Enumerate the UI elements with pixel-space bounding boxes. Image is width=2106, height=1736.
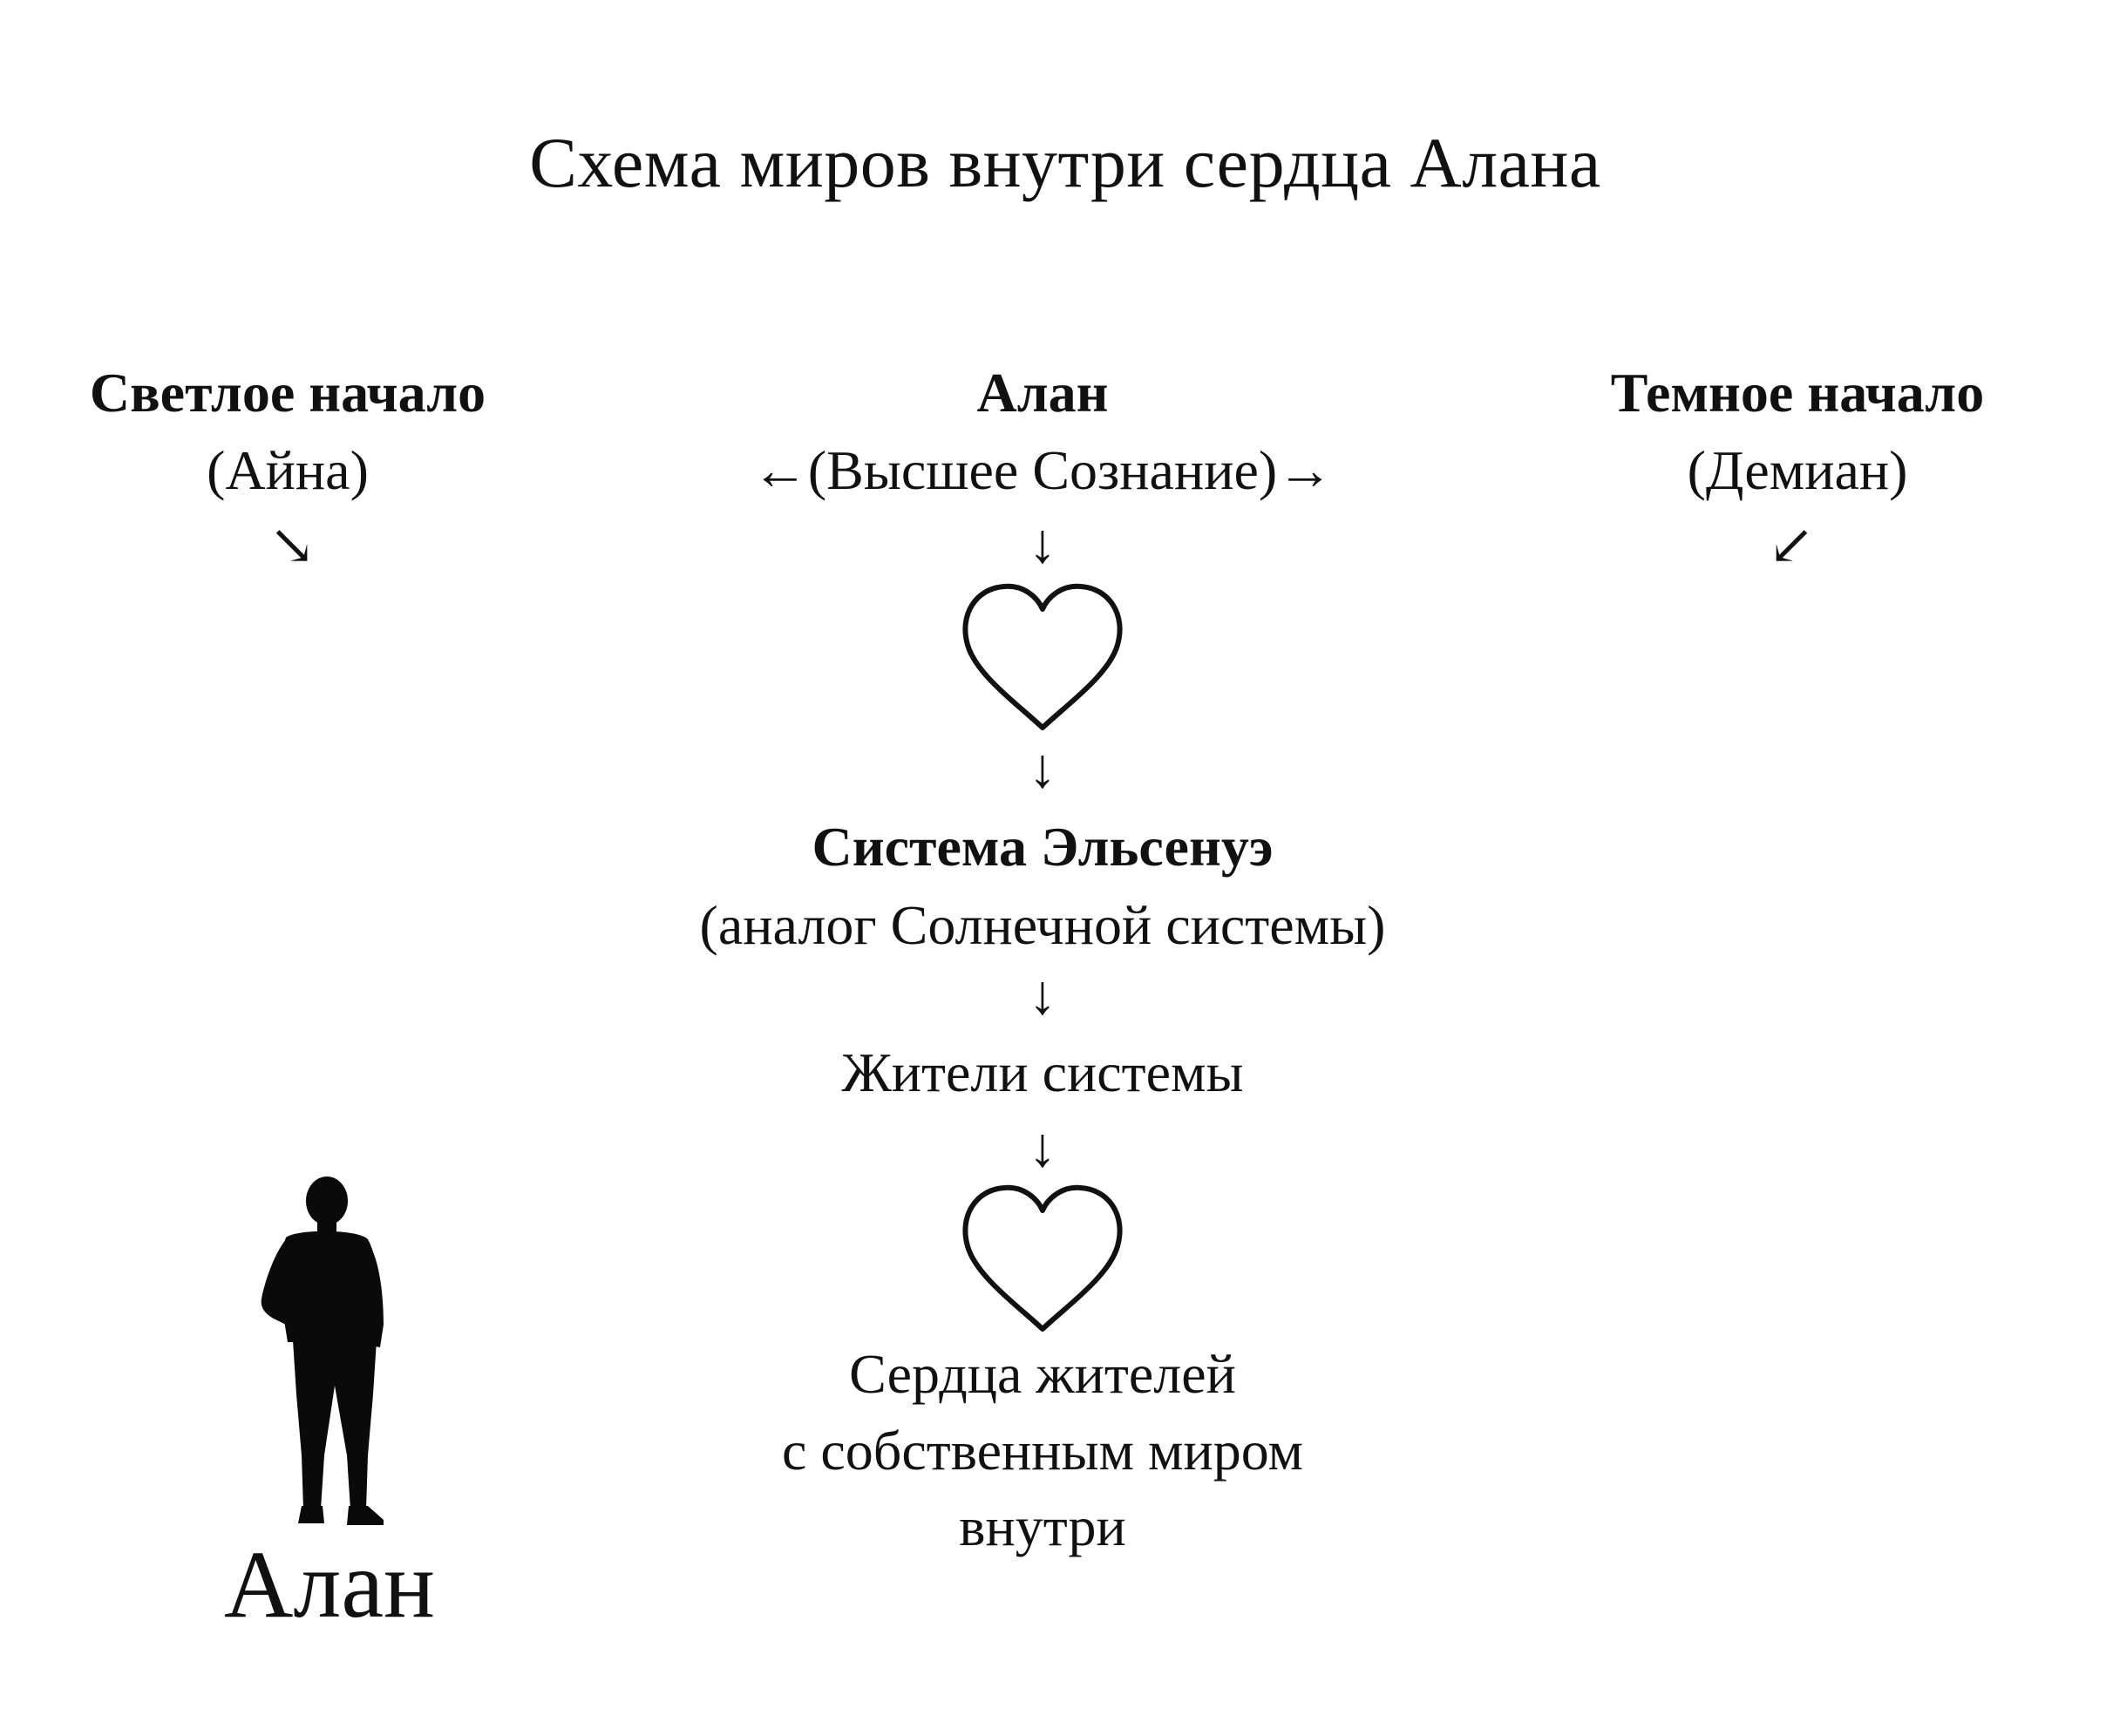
- down-arrow-4: ↓: [1029, 1116, 1056, 1178]
- down-arrow-1: ↓: [1029, 512, 1056, 574]
- light-principle-subtitle: (Айна): [207, 439, 369, 501]
- person-label: Алан: [223, 1531, 436, 1638]
- higher-consciousness-label: ←(Высшее Сознание)→: [751, 439, 1334, 501]
- system-residents-label: Жители системы: [841, 1041, 1244, 1103]
- dark-principle-title: Темное начало: [1610, 362, 1985, 424]
- light-principle-arrow: ↘: [268, 514, 316, 576]
- person-silhouette-icon: [253, 1168, 392, 1538]
- dark-principle-arrow: ↙: [1768, 514, 1815, 576]
- hearts-caption-line2: с собственным миром: [781, 1420, 1304, 1482]
- system-subtitle: (аналог Солнечной системы): [699, 894, 1386, 956]
- down-arrow-2: ↓: [1029, 737, 1056, 799]
- heart-icon: [959, 580, 1126, 741]
- diagram-title: Схема миров внутри сердца Алана: [529, 123, 1601, 202]
- system-title: Система Эльсенуэ: [812, 816, 1274, 878]
- alan-title: Алан: [976, 362, 1109, 424]
- down-arrow-3: ↓: [1029, 964, 1056, 1026]
- hearts-caption-line1: Сердца жителей: [849, 1343, 1236, 1405]
- heart-icon: [959, 1181, 1126, 1342]
- dark-principle-subtitle: (Демиан): [1687, 439, 1908, 501]
- light-principle-title: Светлое начало: [89, 362, 486, 424]
- hearts-caption-line3: внутри: [959, 1495, 1126, 1557]
